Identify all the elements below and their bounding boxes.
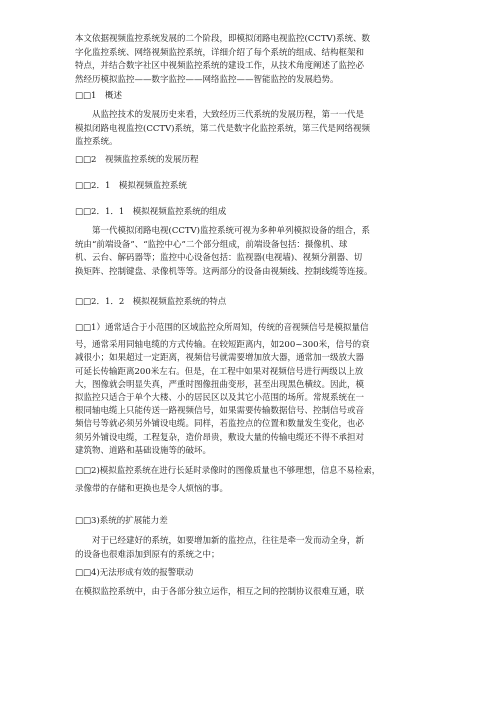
text-line: 换矩阵、控制键盘、录像机等等。这两部分的设备由视频线、控制线缆等连接。 xyxy=(75,266,373,277)
section-2-heading xyxy=(75,154,425,168)
item-2-paragraph xyxy=(75,465,425,496)
heading-text: □□3)系统的扩展能力差 xyxy=(75,516,168,526)
item-1-paragraph xyxy=(75,322,425,458)
item-3-paragraph xyxy=(75,535,425,562)
section-1-heading xyxy=(75,90,425,104)
text-line: 本文依据视频监控系统发展的二个阶段，即模拟闭路电视监控(CCTV)系统、数 xyxy=(75,34,370,44)
section-2-1-1-heading xyxy=(75,206,425,220)
text-line: 可延长传输距离200米左右。但是，在工程中如果对视频信号进行两级以上放 xyxy=(75,366,364,377)
text-line: □□2)模拟监控系统在进行长延时录像时的图像质量也不够理想，信息不易检索， xyxy=(75,466,381,476)
text-line: 机、云台、解码器等；监控中心设备包括：监视器(电视墙)、视频分割器、切 xyxy=(75,253,363,263)
heading-text: □□2 视频监控系统的发展历程 xyxy=(75,155,199,165)
heading-text: □□1 概述 xyxy=(75,91,122,101)
section-2-1-1-paragraph xyxy=(75,225,425,279)
text-line: 拟监控只适合于单个大楼、小的居民区以及其它小范围的场所。常规系统在一 xyxy=(75,392,365,403)
text-line: 然经历模拟监控——数字监控——网络监控——智能监控的发展趋势。 xyxy=(75,74,339,85)
heading-text: □□2．1．2 模拟视频监控系统的特点 xyxy=(75,297,227,307)
text-line: 号，通常采用同轴电缆的方式传输。在较短距离内，如200~300米，信号的衰 xyxy=(75,340,370,351)
section-1-paragraph xyxy=(75,109,425,150)
text-line: 字化监控系统、网络视频监控系统，详细介绍了每个系统的组成、结构框架和 xyxy=(75,47,365,58)
text-line: 监控系统。 xyxy=(75,137,118,147)
heading-text: □□2．1．1 模拟视频监控系统的组成 xyxy=(75,207,227,217)
text-line: 统由“前端设备”、“监控中心”二个部分组成，前端设备包括：摄像机、球 xyxy=(75,239,348,250)
item-3-heading xyxy=(75,515,425,529)
text-line: 频信号等就必须另外铺设电缆。同样，若监控点的位置和数量发生变化，也必 xyxy=(75,419,365,430)
text-line: 对于已经建好的系统，如要增加新的监控点，往往是牵一发而动全身，新 xyxy=(92,536,365,546)
text-line: 须另外铺设电缆，工程复杂，造价昂贵，敷设大量的传输电缆还不得不承担对 xyxy=(75,432,365,443)
text-line: 模拟闭路电视监控(CCTV)系统，第二代是数字化监控系统，第三代是网络视频 xyxy=(75,123,370,134)
item-4-heading xyxy=(75,567,425,581)
text-line: 根同轴电缆上只能传送一路视频信号，如果需要传输数据信号、控制信号或音 xyxy=(75,406,365,417)
text-line: 在模拟监控系统中，由于各部分独立运作，相互之间的控制协议很难互通，联 xyxy=(75,587,365,597)
section-2-1-2-heading xyxy=(75,296,425,310)
item-4-paragraph xyxy=(75,586,425,600)
text-line: □□1）通常适合于小范围的区域监控众所周知，传统的音视频信号是模拟量信 xyxy=(75,323,369,333)
text-line: 第一代模拟闭路电视(CCTV)监控系统可视为多种单列模拟设备的组合，系 xyxy=(92,226,370,236)
text-line: 建筑物、道路和基础设施等的破坏。 xyxy=(75,445,212,456)
text-line: 录像带的存储和更换也是令人烦恼的事。 xyxy=(75,483,229,494)
text-line: 特点，并结合数字社区中视频监控系统的建设工作，从技术角度阐述了监控必 xyxy=(75,61,365,71)
text-line: 的设备也很难添加到原有的系统之中； xyxy=(75,549,220,560)
text-line: 减很小；如果超过一定距离，视频信号就需要增加放大器，通常加一级放大器 xyxy=(75,353,365,364)
text-line: 从监控技术的发展历史来看，大致经历三代系统的发展历程，第一一代是 xyxy=(92,110,365,120)
text-line: 大，图像就会明显失真，严重时图像扭曲变形，甚至出现黑色横纹。因此，模 xyxy=(75,379,365,390)
heading-text: □□2．1 模拟视频监控系统 xyxy=(75,181,187,191)
heading-text: □□4)无法形成有效的报警联动 xyxy=(75,568,194,578)
section-2-1-heading xyxy=(75,180,425,194)
intro-paragraph xyxy=(75,33,425,87)
